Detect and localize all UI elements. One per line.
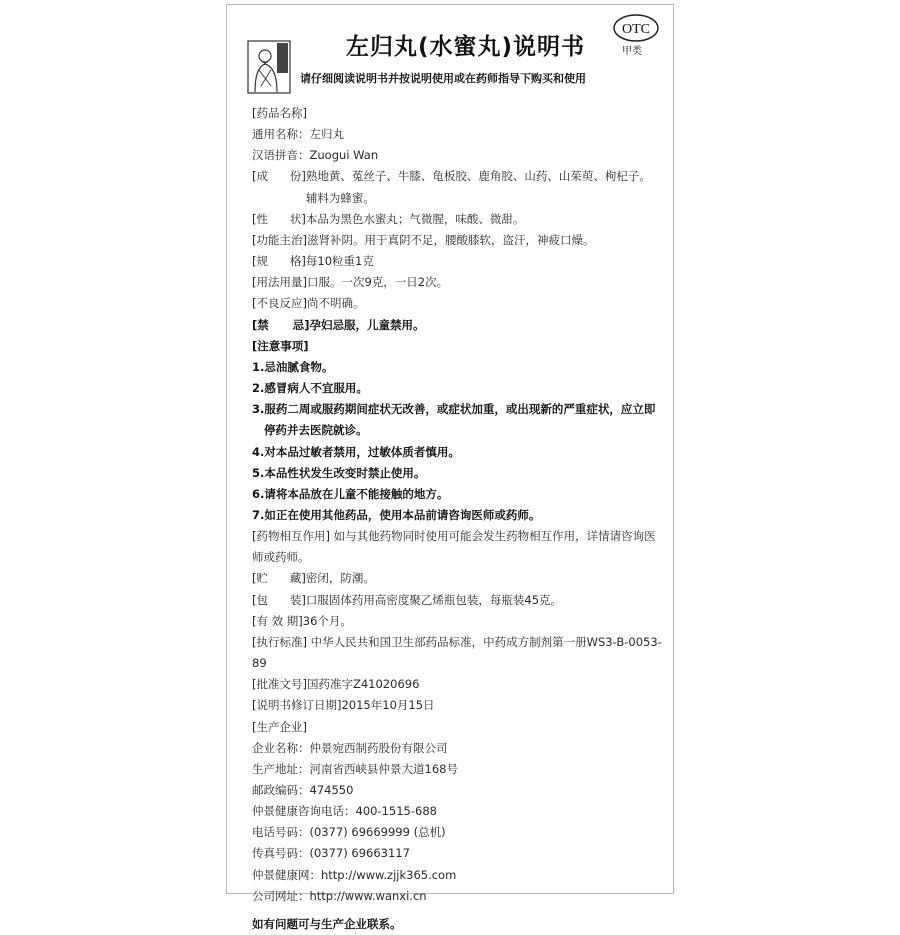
address-value: 河南省西峡县仲景大道168号 bbox=[309, 761, 458, 776]
package-row bbox=[252, 590, 662, 611]
usage-notice: 请仔细阅读说明书并按说明使用或在药师指导下购买和使用 bbox=[300, 72, 586, 85]
common-name-label: 通用名称： bbox=[252, 127, 310, 142]
site-label: 公司网址： bbox=[252, 888, 310, 903]
precaution-item: 3.服药二周或服药期间症状无改善，或症状加重，或出现新的严重症状，应立即停药并去医院就诊。 bbox=[252, 402, 656, 438]
adverse-row bbox=[252, 293, 662, 314]
precaution-item: 6.请将本品放在儿童不能接触的地方。 bbox=[252, 486, 449, 501]
precaution-item: 1.忌油腻食物。 bbox=[252, 359, 334, 374]
spec-value: 每10粒重1克 bbox=[305, 254, 374, 269]
contra-row bbox=[252, 315, 662, 336]
postcode-row bbox=[252, 780, 662, 801]
precaution-item: 7.如正在使用其他药品，使用本品前请咨询医师或药师。 bbox=[252, 507, 541, 522]
address-label: 生产地址： bbox=[252, 761, 310, 776]
site-link: http://www.wanxi.cn bbox=[309, 888, 427, 903]
standard-value: 中华人民共和国卫生部药品标准，中药成方制剂第一册WS3-B-0053-89 bbox=[252, 634, 662, 671]
contra-label: [禁 忌] bbox=[252, 317, 310, 332]
revision-value: 2015年10月15日 bbox=[341, 698, 435, 713]
precaution-item: 4.对本品过敏者禁用，过敏体质者慎用。 bbox=[252, 444, 460, 459]
health-site-row bbox=[252, 865, 662, 886]
usage-label: [用法用量] bbox=[252, 275, 307, 290]
character-row bbox=[252, 209, 662, 230]
interaction-row bbox=[252, 526, 662, 568]
phone-label: 电话号码： bbox=[252, 825, 310, 840]
adverse-value: 尚不明确。 bbox=[306, 296, 365, 311]
logo-icon bbox=[247, 40, 291, 94]
pinyin-label: 汉语拼音： bbox=[252, 148, 310, 163]
spacer bbox=[252, 907, 662, 914]
indications-value: 滋肾补阴。用于真阴不足，腰酸膝软，盗汗，神疲口燥。 bbox=[306, 232, 595, 247]
character-value: 本品为黑色水蜜丸；气微腥，味酸、微甜。 bbox=[305, 211, 525, 226]
revision-row bbox=[252, 695, 662, 716]
fax-label: 传真号码： bbox=[252, 846, 310, 861]
approval-row bbox=[252, 674, 662, 695]
usage-row bbox=[252, 272, 662, 293]
validity-row bbox=[252, 611, 662, 632]
fax-row bbox=[252, 843, 662, 864]
leaflet-title: 左归丸(水蜜丸)说明书 bbox=[346, 34, 586, 60]
phone-row bbox=[252, 822, 662, 843]
pinyin-row bbox=[252, 145, 662, 166]
spec-row bbox=[252, 251, 662, 272]
interaction-value: 如与其他药物同时使用可能会发生药物相互作用，详情请咨询医师或药师。 bbox=[252, 529, 656, 565]
contact-note: 如有问题可与生产企业联系。 bbox=[252, 916, 402, 931]
otc-badge bbox=[613, 14, 659, 42]
hotline-label: 仲景健康咨询电话： bbox=[252, 804, 356, 819]
usage-value: 口服。一次9克，一日2次。 bbox=[306, 275, 449, 290]
postcode-value: 474550 bbox=[309, 783, 354, 797]
interaction-label: [药物相互作用] bbox=[252, 529, 330, 544]
leaflet-body bbox=[252, 103, 662, 935]
hotline-row bbox=[252, 801, 662, 822]
precaution-item: 2.感冒病人不宜服用。 bbox=[252, 381, 368, 396]
pinyin-value: Zuogui Wan bbox=[309, 148, 379, 163]
standard-row bbox=[252, 632, 662, 674]
adverse-label: [不良反应] bbox=[252, 296, 307, 311]
phone-value: (0377) 69669999 (总机) bbox=[309, 825, 446, 840]
package-label: [包 装] bbox=[252, 592, 306, 607]
indications-label: [功能主治] bbox=[252, 232, 307, 247]
section-drug-name: [药品名称] bbox=[252, 106, 307, 120]
contra-value: 孕妇忌服，儿童禁用。 bbox=[309, 317, 425, 332]
standard-label: [执行标准] bbox=[252, 634, 307, 649]
company-name-value: 仲景宛西制药股份有限公司 bbox=[309, 740, 448, 755]
fax-value: (0377) 69663117 bbox=[309, 846, 410, 861]
address-row bbox=[252, 759, 662, 780]
site-row bbox=[252, 886, 662, 907]
approval-label: [批准文号] bbox=[252, 677, 307, 692]
storage-label: [贮 藏] bbox=[252, 571, 306, 586]
company-name-row bbox=[252, 738, 662, 759]
postcode-label: 邮政编码： bbox=[252, 783, 310, 797]
hotline-value: 400-1515-688 bbox=[355, 804, 437, 819]
health-site-link: http://www.zjjk365.com bbox=[321, 867, 457, 882]
section-manufacturer: [生产企业] bbox=[252, 719, 307, 734]
package-value: 口服固体药用高密度聚乙烯瓶包装，每瓶装45克。 bbox=[305, 592, 563, 607]
section-precautions: [注意事项] bbox=[252, 338, 309, 353]
otc-badge-text: OTC bbox=[622, 22, 650, 37]
precaution-item: 5.本品性状发生改变时禁止使用。 bbox=[252, 465, 426, 480]
common-name-value: 左归丸 bbox=[309, 127, 344, 142]
storage-value: 密闭，防潮。 bbox=[305, 571, 375, 586]
company-name-label: 企业名称： bbox=[252, 740, 310, 755]
validity-value: 36个月。 bbox=[302, 613, 352, 628]
spec-label: [规 格] bbox=[252, 254, 306, 269]
approval-value: 国药准字Z41020696 bbox=[306, 677, 420, 692]
character-label: [性 状] bbox=[252, 211, 306, 226]
ingredients-value: 熟地黄、菟丝子、牛膝、龟板胶、鹿角胶、山药、山茱萸、枸杞子。辅料为蜂蜜。 bbox=[305, 169, 651, 205]
validity-label: [有 效 期] bbox=[252, 613, 303, 628]
health-site-label: 仲景健康网： bbox=[252, 867, 321, 882]
revision-label: [说明书修订日期] bbox=[252, 698, 342, 713]
storage-row bbox=[252, 568, 662, 589]
indications-row bbox=[252, 230, 662, 251]
ingredients-label: [成 份] bbox=[252, 169, 306, 184]
otc-class-label: 甲类 bbox=[622, 46, 642, 57]
ingredients-row bbox=[252, 166, 662, 208]
common-name-row bbox=[252, 124, 662, 145]
